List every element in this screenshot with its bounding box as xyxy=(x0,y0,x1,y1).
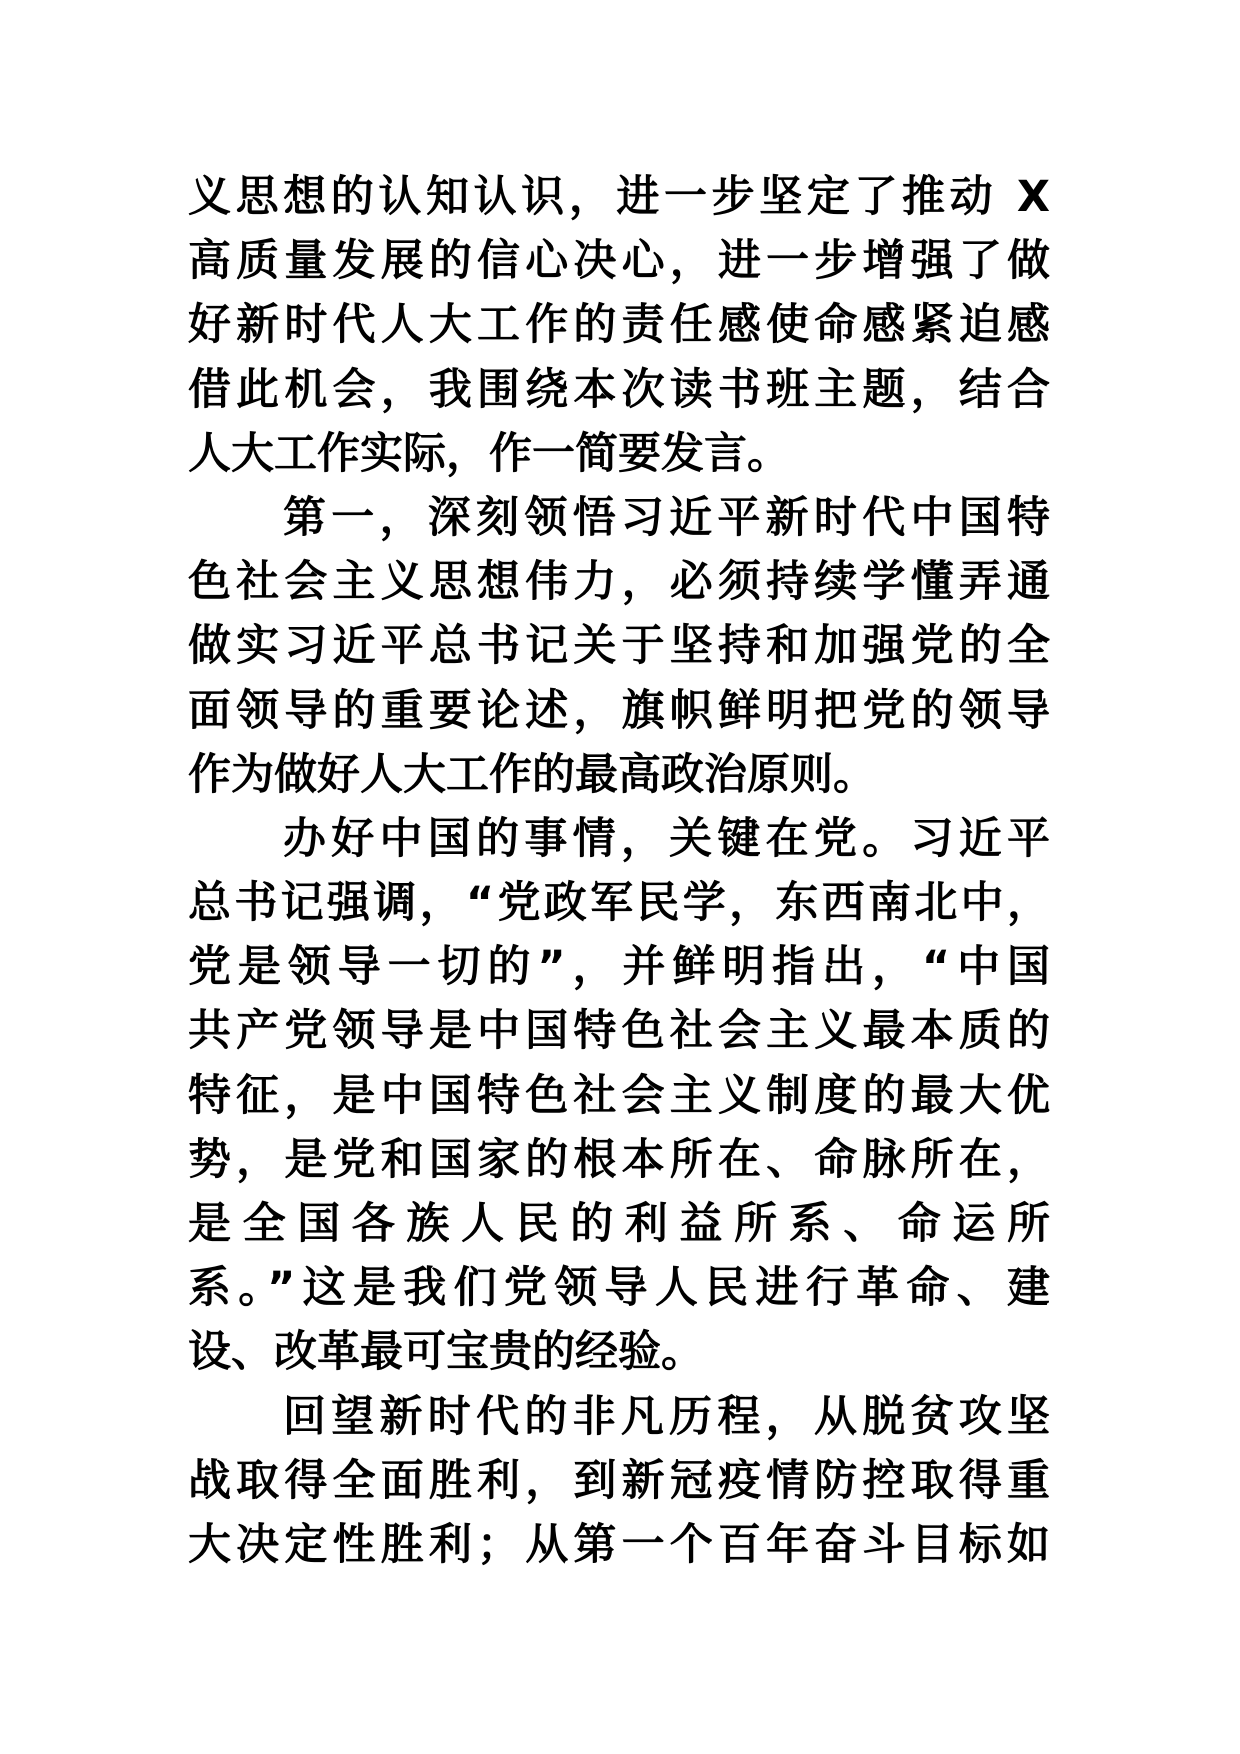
text-line: 高质量发展的信心决心，进一步增强了做 xyxy=(188,236,1050,287)
text-line: 大决定性胜利；从第一个百年奋斗目标如 xyxy=(188,1519,1050,1570)
text-line: 义思想的认知认识，进一步坚定了推动 X xyxy=(188,172,1050,222)
text-line: 是全国各族人民的利益所系、命运所 xyxy=(188,1199,1050,1249)
section-heading-line: 色社会主义思想伟力，必须持续学懂弄通 xyxy=(188,557,1050,608)
text-line: 战取得全面胜利，到新冠疫情防控取得重 xyxy=(188,1455,1050,1506)
text-line: 特征，是中国特色社会主义制度的最大优 xyxy=(188,1070,1050,1121)
section-heading-line: 做实习近平总书记关于坚持和加强党的全 xyxy=(188,621,1050,672)
text-line: 好新时代人大工作的责任感使命感紧迫感 xyxy=(188,300,1050,351)
text-line: 势，是党和国家的根本所在、命脉所在， xyxy=(188,1134,1050,1185)
text-line: 系。”这是我们党领导人民进行革命、建 xyxy=(188,1263,1050,1314)
text-line: 党是领导一切的”，并鲜明指出，“中国 xyxy=(188,942,1050,993)
document-body xyxy=(188,165,1050,1577)
text-line: 回望新时代的非凡历程，从脱贫攻坚 xyxy=(283,1391,1050,1442)
text-line: 借此机会，我围绕本次读书班主题，结合 xyxy=(188,364,1050,415)
section-heading-line: 面领导的重要论述，旗帜鲜明把党的领导 xyxy=(188,685,1050,736)
section-heading-line: 作为做好人大工作的最高政治原则。 xyxy=(188,749,876,800)
section-heading-line: 第一，深刻领悟习近平新时代中国特 xyxy=(283,492,1050,543)
text-line: 共产党领导是中国特色社会主义最本质的 xyxy=(188,1006,1050,1057)
text-line: 人大工作实际，作一简要发言。 xyxy=(188,428,790,479)
text-line: 办好中国的事情，关键在党。习近平 xyxy=(283,813,1050,864)
text-line: 总书记强调，“党政军民学，东西南北中， xyxy=(188,878,1050,929)
text-line: 设、改革最可宝贵的经验。 xyxy=(188,1327,704,1378)
